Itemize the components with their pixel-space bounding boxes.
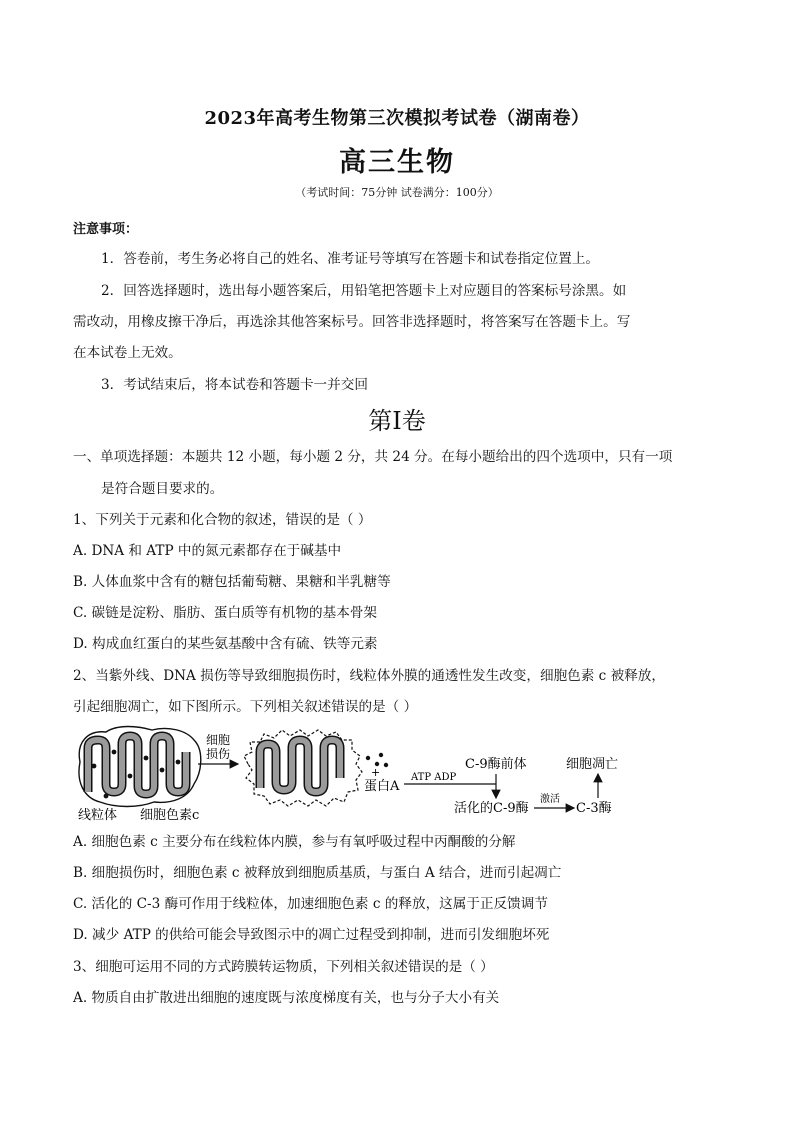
plus-sign: + (371, 766, 381, 779)
injury-label-top: 细胞 (206, 733, 231, 747)
q2-option-a: A. 细胞色素 c 主要分布在线粒体内膜，参与有氧呼吸过程中丙酮酸的分解 (73, 834, 516, 850)
activate-label: 激活 (540, 794, 560, 805)
subject-title: 高三生物 (339, 147, 455, 178)
note-item-3: 3．考试结束后，将本试卷和答题卡一并交回 (101, 377, 368, 393)
q3-option-a: A. 物质自由扩散进出细胞的速度既与浓度梯度有关，也与分子大小有关 (73, 990, 500, 1006)
protein-a-label: 蛋白A (364, 779, 400, 794)
q2-option-c: C. 活化的 C-3 酶可作用于线粒体，加速细胞色素 c 的释放，这属于正反馈调节 (73, 896, 548, 912)
mitochondrion-intact-icon (79, 727, 201, 807)
atp-adp-label: ATP ADP (411, 772, 457, 783)
q1-stem: 1、下列关于元素和化合物的叙述，错误的是（ ） (73, 512, 372, 528)
apoptosis-diagram (68, 722, 628, 830)
q3-stem: 3、细胞可运用不同的方式跨膜转运物质，下列相关叙述错误的是（ ） (73, 959, 494, 975)
notes-heading: 注意事项： (73, 222, 139, 237)
exam-meta: （考试时间：75分钟 试卷满分：100分） (295, 186, 499, 199)
mitochondrion-damaged-icon (244, 730, 362, 806)
q1-option-b: B. 人体血浆中含有的糖包括葡萄糖、果糖和半乳糖等 (73, 574, 391, 590)
q2-option-b: B. 细胞损伤时，细胞色素 c 被释放到细胞质基质，与蛋白 A 结合，进而引起凋亡 (73, 865, 562, 881)
q1-option-c: C. 碳链是淀粉、脂肪、蛋白质等有机物的基本骨架 (73, 605, 378, 621)
note-item-2-line-2: 需改动，用橡皮擦干净后，再选涂其他答案标号。回答非选择题时，将答案写在答题卡上。写 (73, 314, 631, 330)
cytochrome-c-label: 细胞色素c (140, 808, 200, 823)
c3-enzyme-label: C-3酶 (576, 801, 612, 816)
q2-stem-line-1: 2、当紫外线、DNA 损伤等导致细胞损伤时，线粒体外膜的通透性发生改变，细胞色素 c 被释放， (73, 668, 665, 684)
part-intro-line-1: 一、单项选择题：本题共 12 小题，每小题 2 分，共 24 分。在每小题给出的四个选项中，只有一项 (73, 449, 673, 465)
q1-option-a: A. DNA 和 ATP 中的氮元素都存在于碱基中 (73, 543, 342, 559)
note-item-1: 1．答卷前，考生务必将自己的姓名、准考证号等填写在答题卡和试卷指定位置上。 (101, 251, 600, 267)
note-item-2-line-3: 在本试卷上无效。 (73, 345, 182, 361)
q1-option-d: D. 构成血红蛋白的某些氨基酸中含有硫、铁等元素 (73, 636, 378, 652)
c9-precursor-label: C-9酶前体 (465, 757, 527, 772)
q2-stem-line-2: 引起细胞凋亡，如下图所示。下列相关叙述错误的是（ ） (73, 699, 418, 715)
active-c9-label: 活化的C-9酶 (454, 801, 529, 816)
part-intro-line-2: 是符合题目要求的。 (101, 481, 224, 497)
mitochondrion-label: 线粒体 (78, 808, 118, 823)
note-item-2-line-1: 2．回答选择题时，选出每小题答案后，用铅笔把答题卡上对应题目的答案标号涂黑。如 (101, 283, 627, 299)
q2-option-d: D. 减少 ATP 的供给可能会导致图示中的凋亡过程受到抑制，进而引发细胞坏死 (73, 927, 550, 943)
section-title: 第Ⅰ卷 (368, 407, 426, 435)
exam-title: 2023年高考生物第三次模拟考试卷（湖南卷） (204, 108, 590, 129)
injury-label-bottom: 损伤 (206, 747, 231, 761)
apoptosis-label: 细胞凋亡 (566, 757, 619, 772)
